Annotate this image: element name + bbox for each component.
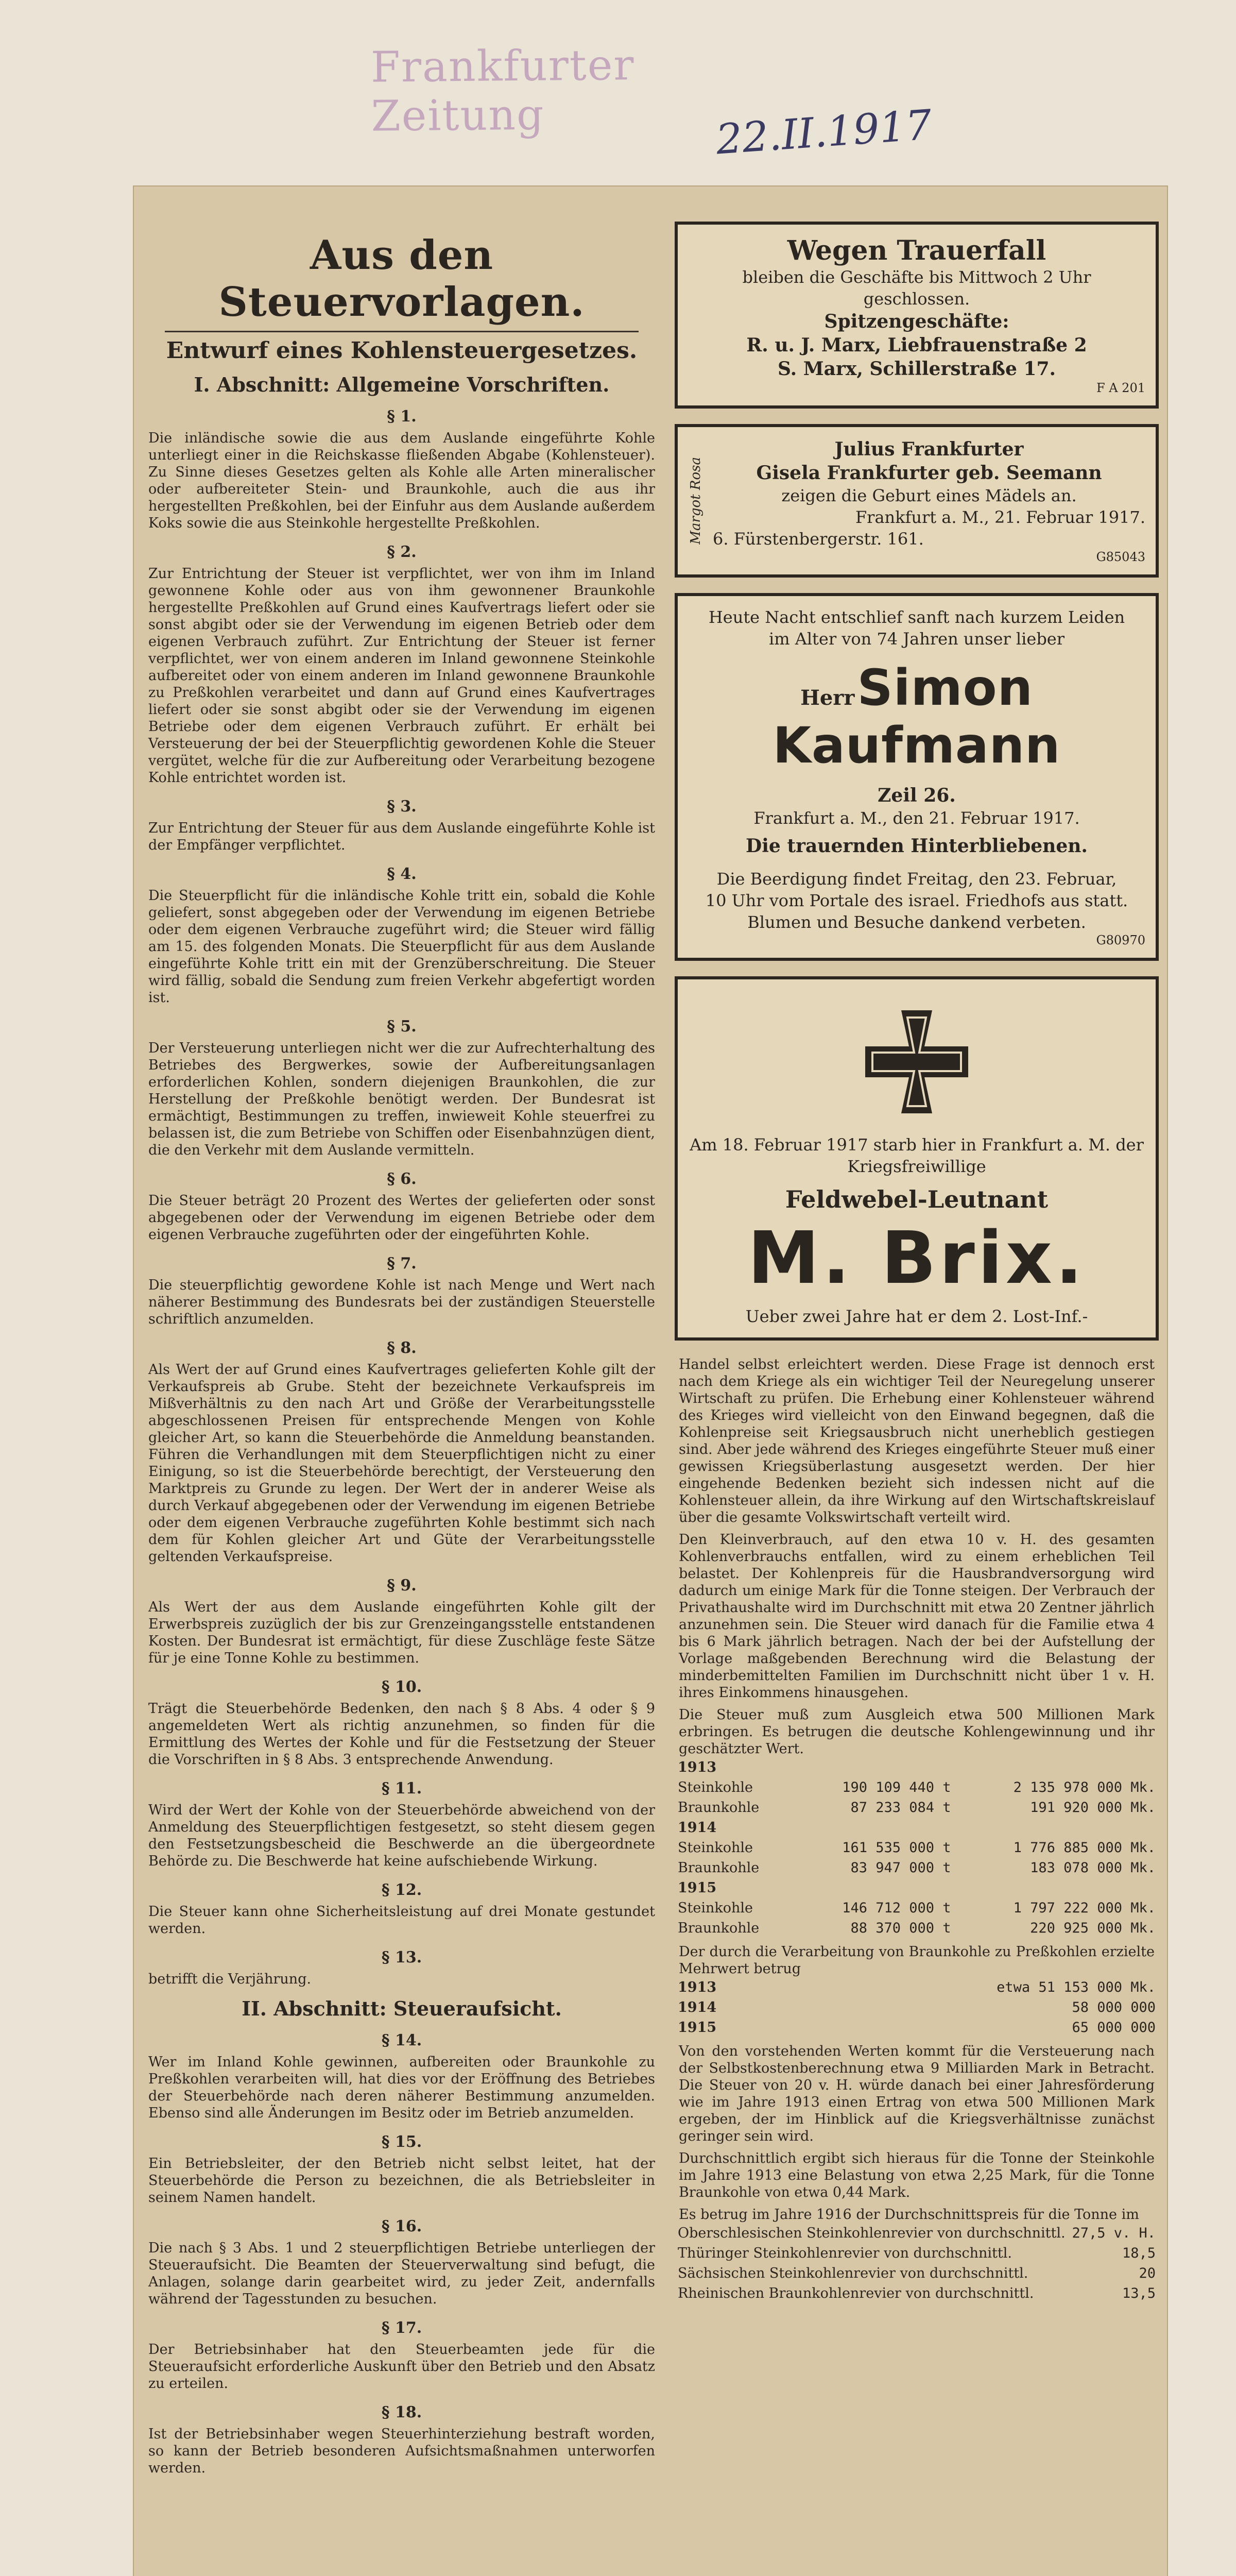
paragraph-number: § 3. xyxy=(387,798,417,816)
year-cell: 1915 xyxy=(678,1880,717,1896)
notice-line: Am 18. Februar 1917 starb hier in Frankfurt a. M. der Kriegsfreiwillige xyxy=(690,1135,1144,1176)
birth-announcement xyxy=(675,424,1159,578)
notice-line: Heute Nacht entschlief sanft nach kurzem Leiden xyxy=(708,607,1125,627)
notice-date: Frankfurt a. M., den 21. Februar 1917. xyxy=(753,808,1080,828)
deceased-name: Simon Kaufmann xyxy=(772,659,1061,774)
paragraph-number: § 7. xyxy=(387,1255,417,1273)
table-cell: Braunkohle xyxy=(678,1800,760,1816)
paragraph-text: Der Betriebsinhaber hat den Steuerbeamten jede für die Steueraufsicht erforderliche Auskunft über den Betrieb und den Absatz zu erteilen. xyxy=(148,2342,655,2392)
deceased-address: Zeil 26. xyxy=(878,785,956,806)
table-cell: 87 233 084 t xyxy=(850,1800,951,1816)
paragraph-list xyxy=(144,408,659,1988)
table-cell: 1 797 222 000 Mk. xyxy=(1013,1900,1156,1916)
paragraph-number: § 10. xyxy=(381,1678,422,1696)
paragraph-number: § 17. xyxy=(381,2319,422,2337)
table-cell: 183 078 000 Mk. xyxy=(1030,1860,1156,1876)
table-cell: 65 000 000 xyxy=(1072,2020,1156,2036)
ad-code: G80970 xyxy=(1096,933,1145,947)
paragraph-text: Ist der Betriebsinhaber wegen Steuerhinterziehung bestraft worden, so kann der Betrieb besonderen Aufsichtsmaßnahmen unterworfen werden. xyxy=(148,2426,655,2476)
paragraph-number: § 6. xyxy=(387,1170,417,1188)
paragraph-number: § 16. xyxy=(381,2217,422,2235)
notice-line: im Alter von 74 Jahren unser lieber xyxy=(768,629,1065,649)
table-cell: 190 109 440 t xyxy=(842,1780,951,1795)
year-row xyxy=(675,1878,1159,1898)
table-cell: 20 xyxy=(1139,2265,1156,2281)
article-subheadline: Entwurf eines Kohlensteuergesetzes. xyxy=(166,337,638,364)
masthead-stamp: Frankfurter Zeitung xyxy=(370,41,635,141)
honorific: Herr xyxy=(800,686,855,710)
table-cell: etwa 51 153 000 Mk. xyxy=(997,1979,1156,1995)
table-row xyxy=(675,1858,1159,1878)
table-cell: 1 776 885 000 Mk. xyxy=(1013,1840,1156,1856)
notice-address: R. u. J. Marx, Liebfrauenstraße 2 xyxy=(746,334,1087,356)
table-row xyxy=(675,1997,1159,2018)
table-row xyxy=(675,1838,1159,1858)
mehrwert-table xyxy=(675,1977,1159,2038)
paragraph-text: betrifft die Verjährung. xyxy=(148,1971,312,1987)
table-row xyxy=(675,2018,1159,2038)
handwritten-date: 22.II.1917 xyxy=(714,100,934,164)
table-cell: 146 712 000 t xyxy=(842,1900,951,1916)
paragraph-text: Die nach § 3 Abs. 1 und 2 steuerpflichtigen Betriebe unterliegen der Steueraufsicht. Die Beamten der Steuerverwaltung sind befugt, die Anlagen, solange darin gearbeitet wird, zu jeder Zeit, andernfalls während der Tagesstunden zu besuchen. xyxy=(148,2240,655,2307)
paragraph-text: Zur Entrichtung der Steuer ist verpflichtet, wer von ihm im Inland gewonnene Kohle oder aus von ihm gewonnener Braunkohle hergestellte Preßkohlen auf Grund eines Kaufvertrags liefert oder sie sonst abgibt oder sie der Verwendung im eigenen Betrieb oder dem eigenen Verbrauch zuführt. Zur Entrichtung der Steuer ist ferner verpflichtet, wer von einem anderen im Inland gewonnene Steinkohle aufbereitet oder von einem anderen im Inland gewonnene Braunkohle zu Preßkohlen verarbeitet und dann auf Grund eines Kaufvertrages liefert oder sie sonst abgibt oder sie der Verwendung im eigenen Betriebe oder dem eigenen Verbrauch zuführt. Er erhält bei Versteuerung der bei der Steuerpflichtig gewordenen Kohle die Steuer vergütet, welche für die zur Aufbereitung oder Verarbeitung bezogene Kohle entrichtet worden ist. xyxy=(148,566,655,786)
year-cell: 1914 xyxy=(678,1999,717,2015)
paragraph-number: § 11. xyxy=(381,1780,422,1798)
table-cell: Rheinischen Braunkohlenrevier von durchschnittl. xyxy=(678,2285,1034,2301)
year-row xyxy=(675,1757,1159,1777)
paragraph-text: Wird der Wert der Kohle von der Steuerbehörde abweichend von der Anmeldung des Steuerpflichtigen festgesetzt, so steht diesem gegen den Festsetzungsbescheid die Beschwerde an die übergeordnete Behörde zu. Die Beschwerde hat keine aufschiebende Wirkung. xyxy=(148,1802,655,1869)
paragraph-text: Die Steuerpflicht für die inländische Kohle tritt ein, sobald die Kohle geliefert, sonst abgegeben oder der Verwendung im eigenen Betriebe oder dem eigenen Verbrauche zugeführt wird; die Steuer wird fällig am 15. des folgenden Monats. Die Steuerpflicht für aus dem Auslande eingeführte Kohle tritt ein mit der Grenzüberschreitung. Die Steuer wird fällig, sobald die Sendung zum freien Verkehr abgefertigt worden ist. xyxy=(148,888,655,1006)
table-cell: 161 535 000 t xyxy=(842,1840,951,1856)
article-column xyxy=(144,222,659,2576)
birth-layout xyxy=(688,437,1145,564)
table-cell: 13,5 xyxy=(1122,2285,1156,2301)
year-cell: 1915 xyxy=(678,2020,717,2036)
paragraph-text: Als Wert der aus dem Auslande eingeführten Kohle gilt der Erwerbspreis zuzüglich der bis zur Grenzeingangsstelle entstandenen Kosten. Der Bundesrat ist ermächtigt, für diese Zuschläge feste Sätze für je eine Tonne Kohle zu bestimmen. xyxy=(148,1599,655,1666)
table-cell: Thüringer Steinkohlenrevier von durchschnittl. xyxy=(678,2245,1012,2261)
birth-text: zeigen die Geburt eines Mädels an. xyxy=(781,486,1077,505)
paragraph-text: Als Wert der auf Grund eines Kaufvertrages gelieferten Kohle gilt der Verkaufspreis ab Grube. Steht der bezeichnete Verkaufspreis im Mißverhältnis zu den nach Art und Größe der Verarbeitungsstelle abgeschlossenen Preisen für entsprechende Mengen von Kohle gleicher Art, so kann die Steuerbehörde die Anmeldung beanstanden. Führen die Verhandlungen mit dem Steuerpflichtigen nicht zu einer Einigung, so ist die Steuerbehörde berechtigt, der Versteuerung den Marktpreis zu Grunde zu legen. Der Wert der in anderer Weise als durch Verkauf abgegebenen oder der Verwendung im eigenen Betriebe oder dem eigenen Verbrauche zugeführten Kohle bestimmt sich nach dem für Kohlen gleicher Art und Güte der Verarbeitungsstelle geltenden Verkaufspreise. xyxy=(148,1362,655,1565)
paragraph-text: Wer im Inland Kohle gewinnen, aufbereiten oder Braunkohle zu Preßkohlen verarbeiten will, hat dies vor der Eröffnung des Betriebes der Steuerbehörde nach deren näherer Bestimmung anzumelden. Ebenso sind alle Änderungen im Besitz oder im Betrieb anzumelden. xyxy=(148,2054,655,2121)
section-title-1: I. Abschnitt: Allgemeine Vorschriften. xyxy=(194,373,610,396)
continuation-text: Von den vorstehenden Werten kommt für die Versteuerung nach der Selbstkostenberechnung etwa 9 Milliarden Mark in Betracht. Die Steuer von 20 v. H. würde danach bei einer Jahresförderung wie im Jahre 1913 einen Ertrag von etwa 500 Millionen Mark ergeben, der im Hinblick auf die Kriegsverhältnisse zunächst geringer sein wird. xyxy=(679,2043,1155,2144)
paragraph-number: § 8. xyxy=(387,1339,417,1357)
table-row xyxy=(675,2283,1159,2303)
paragraph-text: Ein Betriebsleiter, der den Betrieb nicht selbst leitet, hat der Steuerbehörde die Person zu bezeichnen, die als Betriebsleiter in seinem Namen handelt. xyxy=(148,2156,655,2206)
table-cell: Sächsischen Steinkohlenrevier von durchschnittl. xyxy=(678,2265,1028,2281)
continuation-text: Es betrug im Jahre 1916 der Durchschnittspreis für die Tonne im xyxy=(679,2207,1139,2223)
table-cell: 27,5 v. H. xyxy=(1072,2225,1156,2241)
paragraph-number: § 1. xyxy=(387,408,417,426)
deceased-name-row xyxy=(688,659,1145,774)
table-row xyxy=(675,1898,1159,1918)
paragraph-number: § 5. xyxy=(387,1018,417,1036)
right-column xyxy=(675,222,1159,2576)
paragraph-number: § 12. xyxy=(381,1881,422,1899)
table-row xyxy=(675,2243,1159,2263)
funeral-info: 10 Uhr vom Portale des israel. Friedhofs aus statt. xyxy=(705,891,1128,910)
trauerfall-notice xyxy=(675,222,1159,409)
paragraph-text: Die Steuer kann ohne Sicherheitsleistung auf drei Monate gestundet werden. xyxy=(148,1904,655,1937)
table-cell: Oberschlesischen Steinkohlenrevier von durchschnittl. xyxy=(678,2225,1066,2241)
notice-line: bleiben die Geschäfte bis Mittwoch 2 Uhr geschlossen. xyxy=(742,267,1091,309)
year-row xyxy=(675,1818,1159,1838)
paragraph-list-2 xyxy=(144,2031,659,2477)
production-table xyxy=(675,1757,1159,1938)
continuation-text: Den Kleinverbrauch, auf den etwa 10 v. H. des gesamten Kohlenverbrauchs entfallen, wird zu einem erheblichen Teil belastet. Der Kohlenpreis für die Hausbrandversorgung wird dadurch um einige Mark für die Tonne steigen. Der Verbrauch der Privathaushalte wird im Durchschnitt mit etwa 20 Zentner jährlich anzunehmen sein. Die Steuer wird danach für die Familie etwa 4 bis 6 Mark jährlich betragen. Nach der bei der Aufstellung der Vorlage maßgebenden Berechnung wird die Belastung der minderbemittelten Familien im Durchschnitt nicht über 1 v. H. ihres Einkommens hinausgehen. xyxy=(679,1532,1155,1701)
table-cell: Steinkohle xyxy=(678,1840,753,1856)
parent-name: Gisela Frankfurter geb. Seemann xyxy=(756,462,1102,484)
table-cell: Braunkohle xyxy=(678,1920,760,1936)
continuation-text: Handel selbst erleichtert werden. Diese Frage ist dennoch erst nach dem Kriege als ein wichtiger Teil der Neuregelung unserer Wirtschaft zu prüfen. Die Erhebung einer Kohlensteuer während des Krieges wird vielleicht von den Einwand begegnen, daß die Kohlenpreise seit Kriegsausbruch nicht unerheblich gestiegen sind. Aber jede während des Krieges eingeführte Steuer muß einer gewissen Kriegsüberlastung ausgesetzt werden. Der hier eingehende Bedenken bezieht sich indessen nicht auf die Kohlensteuer allein, da ihre Wirkung auf den Wirtschaftskreislauf über die gesamte Volkswirtschaft verteilt wird. xyxy=(679,1357,1155,1526)
paragraph-text: Trägt die Steuerbehörde Bedenken, den nach § 8 Abs. 4 oder § 9 angemeldeten Wert als richtig anzunehmen, so finden für die Ermittlung des Wertes der Kohle und für die Festsetzung der Steuer die Vorschriften in § 8 Abs. 3 entsprechende Anwendung. xyxy=(148,1701,655,1768)
iron-cross-icon xyxy=(860,1005,973,1118)
article-headline: Aus den Steuervorlagen. xyxy=(218,232,585,326)
family-line: Die trauernden Hinterbliebenen. xyxy=(746,835,1088,857)
year-cell: 1913 xyxy=(678,1979,717,1995)
table-cell: 18,5 xyxy=(1122,2245,1156,2261)
article-continuation xyxy=(675,1356,1159,2303)
year-cell: 1913 xyxy=(678,1759,717,1775)
military-rank: Feldwebel-Leutnant xyxy=(785,1185,1049,1213)
table-cell: 83 947 000 t xyxy=(850,1860,951,1876)
revier-table xyxy=(675,2223,1159,2303)
paragraph-text: Zur Entrichtung der Steuer für aus dem Auslande eingeführte Kohle ist der Empfänger verpflichtet. xyxy=(148,820,655,853)
deceased-name: M. Brix. xyxy=(747,1216,1086,1300)
paragraph-text: Die Steuer beträgt 20 Prozent des Wertes der gelieferten oder sonst abgegebenen oder der Verwendung im eigenen Betriebe oder dem eigenen Verbrauche zugeführten oder der eingeführten Kohle. xyxy=(148,1193,655,1243)
table-row xyxy=(675,1798,1159,1818)
headline-rule xyxy=(165,331,639,332)
paragraph-text: Der Versteuerung unterliegen nicht wer die zur Aufrechterhaltung des Betriebes des Bergwerkes, sowie der Aufbereitungsanlagen erforderlichen Kohlen, sondern diejenigen Braunkohlen, die zur Herstellung der Preßkohle benötigt werden. Der Bundesrat ist ermächtigt, Bestimmungen zu treffen, inwieweit Kohle steuerfrei zu belassen ist, die zum Betriebe von Schiffen oder Eisenbahnzügen dient, die den Verkehr mit dem Auslande vermitteln. xyxy=(148,1040,655,1158)
table-row xyxy=(675,1977,1159,1997)
continuation-text: Durchschnittlich ergibt sich hieraus für die Tonne der Steinkohle im Jahre 1913 eine Belastung von etwa 2,25 Mark, für die Tonne Braunkohle von etwa 0,44 Mark. xyxy=(679,2150,1155,2200)
birth-date: Frankfurt a. M., 21. Februar 1917. xyxy=(855,507,1145,527)
paragraph-number: § 13. xyxy=(381,1948,422,1967)
parent-name: Julius Frankfurter xyxy=(834,438,1024,460)
year-cell: 1914 xyxy=(678,1820,717,1836)
table-cell: 58 000 000 xyxy=(1072,1999,1156,2015)
death-notice-brix xyxy=(675,976,1159,1341)
paragraph-text: Die inländische sowie die aus dem Auslande eingeführte Kohle unterliegt einer in die Reichskasse fließenden Abgabe (Kohlensteuer). Zu Sinne dieses Gesetzes gelten als Kohle alle Arten mineralischer oder aufbereiteter Stein- und Braunkohle, auch die aus ihr hergestellten Preßkohlen, bei der Einfuhr aus dem Auslande außerdem Koks sowie die aus Steinkohle hergestellte Preßkohlen. xyxy=(148,430,655,531)
notice-line: Ueber zwei Jahre hat er dem 2. Lost-Inf.- xyxy=(745,1307,1088,1326)
table-row xyxy=(675,1777,1159,1798)
section-title-2: II. Abschnitt: Steueraufsicht. xyxy=(242,1997,562,2020)
paragraph-number: § 9. xyxy=(387,1577,417,1595)
table-cell: 220 925 000 Mk. xyxy=(1030,1920,1156,1936)
table-cell: 2 135 978 000 Mk. xyxy=(1013,1780,1156,1795)
table-cell: 191 920 000 Mk. xyxy=(1030,1800,1156,1816)
paragraph-text: Die steuerpflichtig gewordene Kohle ist nach Menge und Wert nach näherer Bestimmung des Bundesrats bei der zuständigen Steuerstelle schriftlich anzumelden. xyxy=(148,1277,655,1327)
paragraph-number: § 4. xyxy=(387,865,417,883)
table-cell: Steinkohle xyxy=(678,1780,753,1795)
table-row xyxy=(675,2223,1159,2243)
paragraph-number: § 15. xyxy=(381,2133,422,2151)
funeral-info: Die Beerdigung findet Freitag, den 23. Februar, xyxy=(716,869,1117,889)
table-cell: Braunkohle xyxy=(678,1860,760,1876)
birth-body xyxy=(713,437,1145,564)
notice-address: S. Marx, Schillerstraße 17. xyxy=(777,358,1056,380)
notice-title: Wegen Trauerfall xyxy=(787,235,1046,266)
funeral-info: Blumen und Besuche dankend verbeten. xyxy=(747,912,1086,932)
notice-heading: Spitzengeschäfte: xyxy=(824,311,1009,332)
paragraph-number: § 2. xyxy=(387,543,417,561)
ad-code: F A 201 xyxy=(1096,381,1145,395)
table-row xyxy=(675,2263,1159,2283)
birth-address: 6. Fürstenbergerstr. 161. xyxy=(713,529,924,549)
child-name: Margot Rosa xyxy=(688,457,703,545)
paragraph-number: § 18. xyxy=(381,2403,422,2421)
continuation-text: Der durch die Verarbeitung von Braunkohle zu Preßkohlen erzielte Mehrwert betrug xyxy=(679,1944,1155,1977)
table-cell: Steinkohle xyxy=(678,1900,753,1916)
ad-code: G85043 xyxy=(1096,550,1145,564)
table-row xyxy=(675,1918,1159,1938)
table-cell: 88 370 000 t xyxy=(850,1920,951,1936)
continuation-text: Die Steuer muß zum Ausgleich etwa 500 Millionen Mark erbringen. Es betrugen die deutsche Kohlengewinnung und ihr geschätzter Wert. xyxy=(679,1707,1155,1757)
paragraph-number: § 14. xyxy=(381,2031,422,2049)
death-notice-kaufmann xyxy=(675,593,1159,961)
